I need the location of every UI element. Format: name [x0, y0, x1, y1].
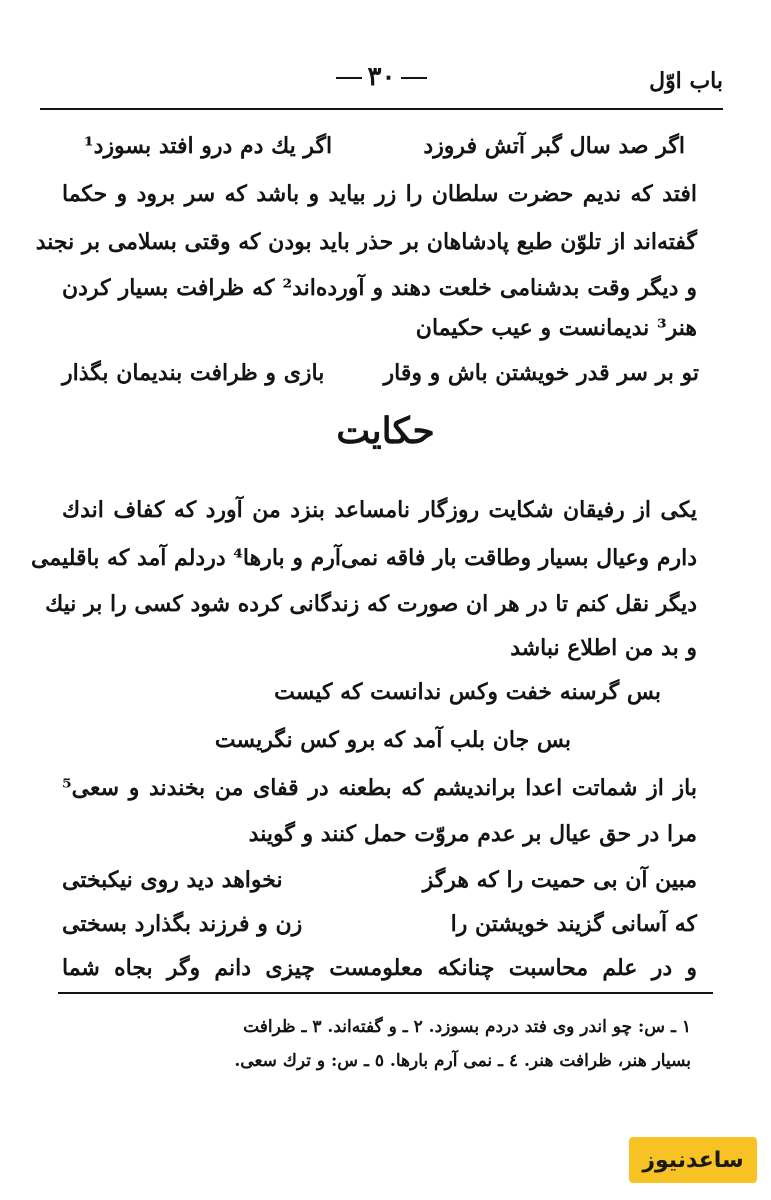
paragraph-line: هنر³ ندیمانست و عیب حکیمان	[415, 315, 697, 341]
chapter-title: باب اوّل	[649, 68, 723, 94]
footnote-rule	[58, 992, 713, 994]
paragraph-line: گفته‌اند از تلوّن طبع پادشاهان بر حذر باید بودن که وقتی بسلامی بر نجند	[35, 229, 697, 255]
paragraph-line: مرا در حق عیال بر عدم مروّت حمل کنند و گویند	[248, 821, 697, 847]
paragraph-line: افتد که ندیم حضرت سلطان را زر بیاید و باشد که سر برود و حکما	[62, 181, 697, 207]
header-rule	[40, 108, 723, 110]
verse-2	[62, 357, 699, 389]
verse-4-left: زن و فرزند بگذارد بسختی	[62, 911, 303, 937]
paragraph-line: و دیگر وقت بدشنامی خلعت دهند و آورده‌اند² که ظرافت بسیار کردن	[62, 275, 697, 301]
verse-4-right: که آسانی گزیند خویشتن را	[450, 911, 697, 937]
watermark-text: ساعدنیوز	[642, 1147, 744, 1173]
verse-3-line-1: بس گرسنه خفت وکس ندانست که کیست	[274, 679, 661, 705]
verse-1-right: اگر صد سال گبر آتش فروزد	[423, 133, 685, 159]
verse-3-line-2: بس جان بلب آمد که برو کس نگریست	[214, 727, 571, 753]
paragraph-line: باز از شماتت اعدا براندیشم که بطعنه در قفای من بخندند و سعی⁵	[62, 775, 697, 801]
page-header	[40, 58, 723, 102]
page-number: ٣٠	[40, 62, 723, 92]
verse-4-row-1	[62, 864, 697, 896]
verse-2-right: تو بر سر قدر خویشتن باش و وقار	[383, 360, 699, 386]
verse-4-left: نخواهد دید روی نیکبختی	[62, 867, 283, 893]
verse-1	[84, 130, 685, 162]
verse-2-left: بازی و ظرافت بندیمان بگذار	[62, 360, 325, 386]
verse-1-left: اگر یك دم درو افتد بسوزد¹	[84, 133, 333, 159]
paragraph-line: دارم وعیال بسیار وطاقت بار فاقه نمی‌آرم و بارها⁴ دردلم آمد که باقلیمی	[31, 545, 697, 571]
footnote-line-2: بسیار هنر، ظرافت هنر. ٤ ـ نمی آرم بارها. ٥ ـ س: و ترك سعی.	[234, 1051, 691, 1071]
paragraph-line: دیگر نقل کنم تا در هر ان صورت که زندگانی کرده شود کسی را بر نیك	[45, 591, 697, 617]
section-heading: حکایت	[336, 410, 435, 452]
paragraph-line: یکی از رفیقان شکایت روزگار نامساعد بنزد من آورد که کفاف اندك	[62, 497, 697, 523]
footnote-line-1: ١ ـ س: چو اندر وی فتد دردم بسوزد. ٢ ـ و گفته‌اند. ٣ ـ ظرافت	[243, 1017, 691, 1037]
watermark-logo	[629, 1137, 757, 1183]
verse-4-right: مبین آن بی حمیت را که هرگز	[422, 867, 697, 893]
paragraph-line: و در علم محاسبت چنانکه معلومست چیزی دانم وگر بجاه شما	[62, 955, 697, 981]
paragraph-line: و بد من اطلاع نباشد	[510, 635, 697, 661]
verse-4-row-2	[62, 908, 697, 940]
